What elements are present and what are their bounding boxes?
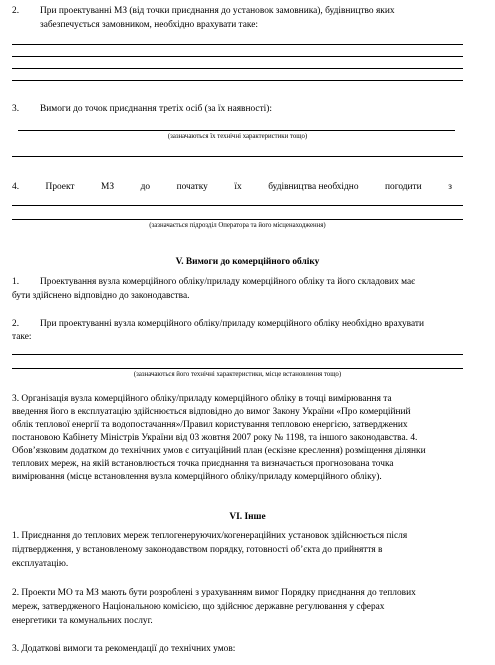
section6-item2-line: мереж, затвердженого Національною комісією, що здійснює державне регулювання у сферах xyxy=(12,602,385,612)
section5-p2-line1: При проектуванні вузла комерційного обліку/приладу комерційного обліку необхідно врахувати xyxy=(40,319,424,329)
item4-row xyxy=(12,181,452,195)
item3-text: Вимоги до точок приєднання третіх осіб (за їх наявності): xyxy=(40,104,273,114)
fill-line xyxy=(12,219,463,220)
fill-line xyxy=(12,205,463,206)
section6-item2-line: енергетики та комунальних послуг. xyxy=(12,616,153,626)
item4-number: 4. xyxy=(12,182,20,192)
fill-line xyxy=(12,156,463,157)
item4-word: їх xyxy=(234,182,242,192)
item3-number: 3. xyxy=(12,104,20,114)
section5-p3-line: облік теплової енергії та водопостачання»/Правил користування тепловою енергією, затверджених xyxy=(12,420,408,430)
section5-p1-number: 1. xyxy=(12,277,20,287)
fill-line xyxy=(12,68,463,69)
fill-line xyxy=(12,44,463,45)
section6-item1-line: 1. Приєднання до теплових мереж теплогенеруючих/когенераційних установок здійснюється після xyxy=(12,531,408,541)
item3-caption: (зазначаються їх технічні характеристики тощо) xyxy=(167,133,308,140)
item4-word: Проект xyxy=(45,182,75,192)
fill-line xyxy=(12,354,463,355)
section5-p3-line: постановою Кабінету Міністрів України від 03 жовтня 2007 року № 1198, та іншого законодавства. 4. xyxy=(12,433,418,443)
section5-p3-line: Обов’язковим додатком до технічних умов є ситуаційний план (ескізне креслення) розміщення ділянки xyxy=(12,446,426,456)
section6-item1-line: підтвердження, у встановленому законодавством порядку, готовності об’єкта до прийняття в xyxy=(12,545,383,555)
fill-line xyxy=(18,130,455,131)
section5-p3-line: 3. Організація вузла комерційного обліку/приладу комерційного обліку в точці вимірювання та xyxy=(12,394,392,404)
section5-p2-line2: таке: xyxy=(12,332,32,342)
section5-p1-line2: бути здійснено відповідно до законодавства. xyxy=(12,291,190,301)
item4-word: до xyxy=(140,182,151,192)
item4-word: з xyxy=(448,182,452,192)
item2-line2: забезпечується замовником, необхідно врахувати таке: xyxy=(40,20,259,30)
item2-number: 2. xyxy=(12,6,20,16)
section5-p2-caption: (зазначаються його технічні характеристики, місце встановлення тощо) xyxy=(133,371,342,378)
fill-line xyxy=(12,80,463,81)
item4-word: будівництва необхідно xyxy=(268,182,359,192)
item4-word: МЗ xyxy=(101,182,115,192)
item4-word: погодити xyxy=(385,182,422,192)
fill-line xyxy=(12,56,463,57)
section5-p1-line1: Проектування вузла комерційного обліку/приладу комерційного обліку та його складових має xyxy=(40,277,416,287)
section5-p3-line: введення його в експлуатацію здійснюється відповідно до вимог Закону України «Про комерційний xyxy=(12,407,411,417)
section6-item3: 3. Додаткові вимоги та рекомендації до технічних умов: xyxy=(12,644,236,654)
section5-p3-line: теплових мереж, на якій встановлюється точка приєднання та визначається прогнозована точка xyxy=(12,459,394,469)
section6-item2-line: 2. Проекти МО та МЗ мають бути розроблені з урахуванням вимог Порядку приєднання до теплових xyxy=(12,588,416,598)
section5-p3-line: вимірювання (місце встановлення вузла комерційного обліку/приладу комерційного обліку). xyxy=(12,472,382,482)
item2-line1: При проектуванні МЗ (від точки приєднання до установок замовника), будівництво яких xyxy=(40,6,395,16)
section5-p2-number: 2. xyxy=(12,319,20,329)
item4-word: початку xyxy=(176,182,208,192)
fill-line xyxy=(12,368,463,369)
section6-item1-line: експлуатацію. xyxy=(12,559,69,569)
section6-heading: VI. Інше xyxy=(229,512,266,522)
item4-caption: (зазначається підрозділ Оператора та його місценаходження) xyxy=(149,222,326,229)
section5-heading: V. Вимоги до комерційного обліку xyxy=(175,257,320,267)
